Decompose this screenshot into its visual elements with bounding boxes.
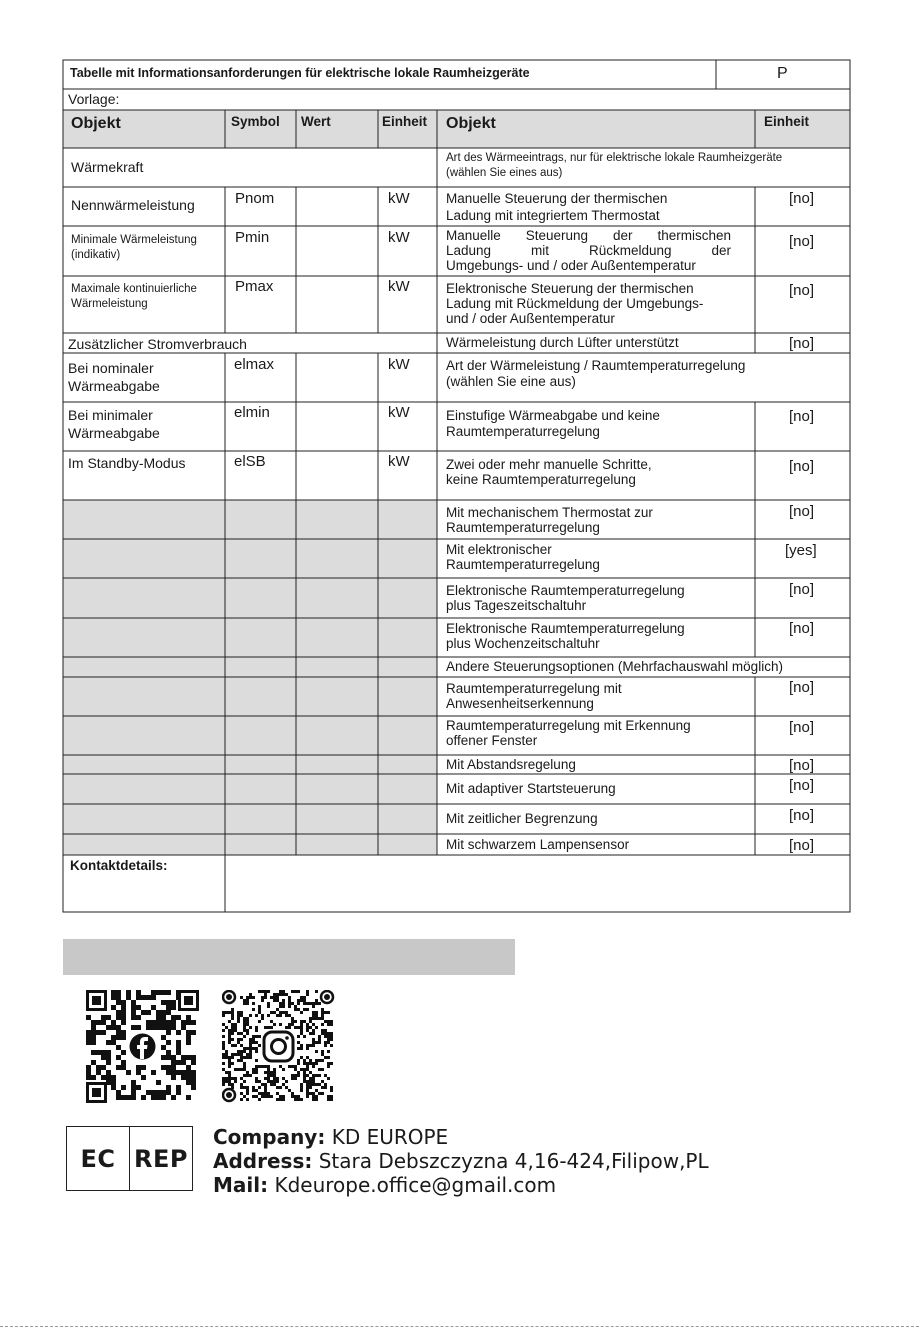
lampen-value: [no] [789, 837, 815, 854]
symbol-pmax: Pmax [235, 278, 274, 295]
mail-value: Kdeurope.office@gmail.com [274, 1173, 557, 1197]
label-minimal-2: Wärmeabgabe [68, 425, 160, 441]
elek-value: [yes] [785, 542, 817, 559]
r2-line2 [446, 243, 731, 259]
adaptiv-label: Mit adaptiver Startsteuerung [446, 781, 616, 796]
instagram-icon [264, 1032, 293, 1061]
r2-word: Ladung [446, 243, 492, 258]
wochen-line1: Elektronische Raumtemperaturregelung [446, 621, 685, 636]
label-nennwaermeleistung: Nennwärmeleistung [71, 197, 195, 213]
wochen-value: [no] [789, 620, 815, 637]
luefter-label: Wärmeleistung durch Lüfter unterstützt [446, 335, 679, 350]
unit-pmax: kW [388, 278, 410, 295]
r1-line2: Ladung mit integriertem Thermostat [446, 208, 660, 223]
fenster-line1: Raumtemperaturregelung mit Erkennung [446, 718, 691, 733]
header-symbol: Symbol [231, 114, 280, 129]
unit-pmin: kW [388, 229, 410, 246]
art-waermeeintrag-2: (wählen Sie eines aus) [446, 167, 563, 179]
mech-line2: Raumtemperaturregelung [446, 520, 600, 535]
rep-label: REP [134, 1144, 188, 1173]
art2-line2: (wählen Sie eine aus) [446, 374, 576, 389]
fenster-line2: offener Fenster [446, 733, 538, 748]
einstufig-line1: Einstufige Wärmeabgabe und keine [446, 408, 660, 423]
label-max-waerme-2: Wärmeleistung [71, 298, 148, 310]
label-nominal-2: Wärmeabgabe [68, 378, 160, 394]
r3-line3: und / oder Außentemperatur [446, 311, 615, 326]
luefter-value: [no] [789, 335, 815, 352]
abstand-value: [no] [789, 757, 815, 774]
elek-line2: Raumtemperaturregelung [446, 557, 600, 572]
r2-value: [no] [789, 233, 815, 250]
label-zusaetzlicher-strom: Zusätzlicher Stromverbrauch [68, 336, 247, 352]
r2-word: Rückmeldung [588, 243, 672, 258]
einstufig-value: [no] [789, 408, 815, 425]
label-max-waerme-1: Maximale kontinuierliche [71, 283, 197, 295]
r2-line1 [446, 228, 731, 244]
company-line [213, 1125, 448, 1149]
r2-word: der [612, 228, 633, 243]
label-nominal-1: Bei nominaler [68, 360, 154, 376]
r2-word: Manuelle [446, 228, 501, 243]
art2-line1: Art der Wärmeleistung / Raumtemperaturregelung [446, 358, 746, 373]
header-objekt-right: Objekt [446, 115, 496, 132]
mail-label: Mail: [213, 1173, 269, 1197]
zeitlich-value: [no] [789, 807, 815, 824]
anwesen-line1: Raumtemperaturregelung mit [446, 681, 622, 696]
elek-line1: Mit elektronischer [446, 542, 552, 557]
anwesen-value: [no] [789, 679, 815, 696]
ec-label: EC [67, 1127, 130, 1190]
r3-value: [no] [789, 282, 815, 299]
address-value: Stara Debszczyzna 4,16-424,Filipow,PL [318, 1149, 709, 1173]
lampen-label: Mit schwarzem Lampensensor [446, 837, 630, 852]
r2-word: mit [531, 243, 550, 258]
art-waermeeintrag-1: Art des Wärmeeintrags, nur für elektrische lokale Raumheizgeräte [446, 152, 783, 164]
r2-word: thermischen [657, 228, 731, 243]
facebook-qr-code [86, 990, 199, 1103]
r1-line1: Manuelle Steuerung der thermischen [446, 191, 668, 206]
table-title: Tabelle mit Informationsanforderungen für elektrische lokale Raumheizgeräte [70, 66, 530, 80]
r3-line1: Elektronische Steuerung der thermischen [446, 281, 694, 296]
table-title-code: P [777, 65, 788, 82]
unit-elmin: kW [388, 404, 410, 421]
address-label: Address: [213, 1149, 313, 1173]
label-min-waerme-2: (indikativ) [71, 249, 121, 261]
address-line [213, 1149, 709, 1173]
mech-line1: Mit mechanischem Thermostat zur [446, 505, 653, 520]
unit-elmax: kW [388, 356, 410, 373]
symbol-elmax: elmax [234, 356, 275, 373]
r1-value: [no] [789, 190, 815, 207]
label-contact-details: Kontaktdetails: [70, 858, 168, 873]
anwesen-line2: Anwesenheitserkennung [446, 696, 594, 711]
symbol-elsb: elSB [234, 453, 266, 470]
header-einheit: Einheit [382, 114, 428, 129]
r2-line3: Umgebungs- und / oder Außentemperatur [446, 258, 696, 273]
einstufig-line2: Raumtemperaturregelung [446, 424, 600, 439]
symbol-elmin: elmin [234, 404, 270, 421]
r2-word: der [711, 243, 731, 258]
header-wert: Wert [301, 114, 331, 129]
company-label: Company: [213, 1125, 326, 1149]
unit-elsb: kW [388, 453, 410, 470]
ec-rep-box [66, 1126, 193, 1191]
tages-value: [no] [789, 581, 815, 598]
fenster-value: [no] [789, 719, 815, 736]
unit-pnom: kW [388, 190, 410, 207]
mail-line [213, 1173, 556, 1197]
abstand-label: Mit Abstandsregelung [446, 757, 576, 772]
adaptiv-value: [no] [789, 777, 815, 794]
header-objekt: Objekt [71, 115, 121, 132]
header-einheit-right: Einheit [764, 114, 810, 129]
zeitlich-label: Mit zeitlicher Begrenzung [446, 811, 598, 826]
label-minimal-1: Bei minimaler [68, 407, 153, 423]
label-min-waerme-1: Minimale Wärmeleistung [71, 234, 197, 246]
label-waermekraft: Wärmekraft [71, 159, 144, 175]
wochen-line2: plus Wochenzeitschaltuhr [446, 636, 600, 651]
facebook-icon [130, 1034, 156, 1060]
tages-line2: plus Tageszeitschaltuhr [446, 598, 587, 613]
section-bar [63, 939, 515, 975]
tages-line1: Elektronische Raumtemperaturregelung [446, 583, 685, 598]
zwei-line1: Zwei oder mehr manuelle Schritte, [446, 457, 652, 472]
symbol-pmin: Pmin [235, 229, 270, 246]
andere-steuerung: Andere Steuerungsoptionen (Mehrfachauswahl möglich) [446, 659, 783, 674]
label-standby: Im Standby-Modus [68, 455, 186, 471]
symbol-pnom: Pnom [235, 190, 275, 207]
template-label: Vorlage: [68, 91, 120, 107]
zwei-line2: keine Raumtemperaturregelung [446, 472, 636, 487]
instagram-qr-code [222, 990, 335, 1103]
r3-line2: Ladung mit Rückmeldung der Umgebungs- [446, 296, 704, 311]
zwei-value: [no] [789, 458, 815, 475]
r2-word: Steuerung [525, 228, 589, 243]
company-value: KD EUROPE [331, 1125, 449, 1149]
mech-value: [no] [789, 503, 815, 520]
